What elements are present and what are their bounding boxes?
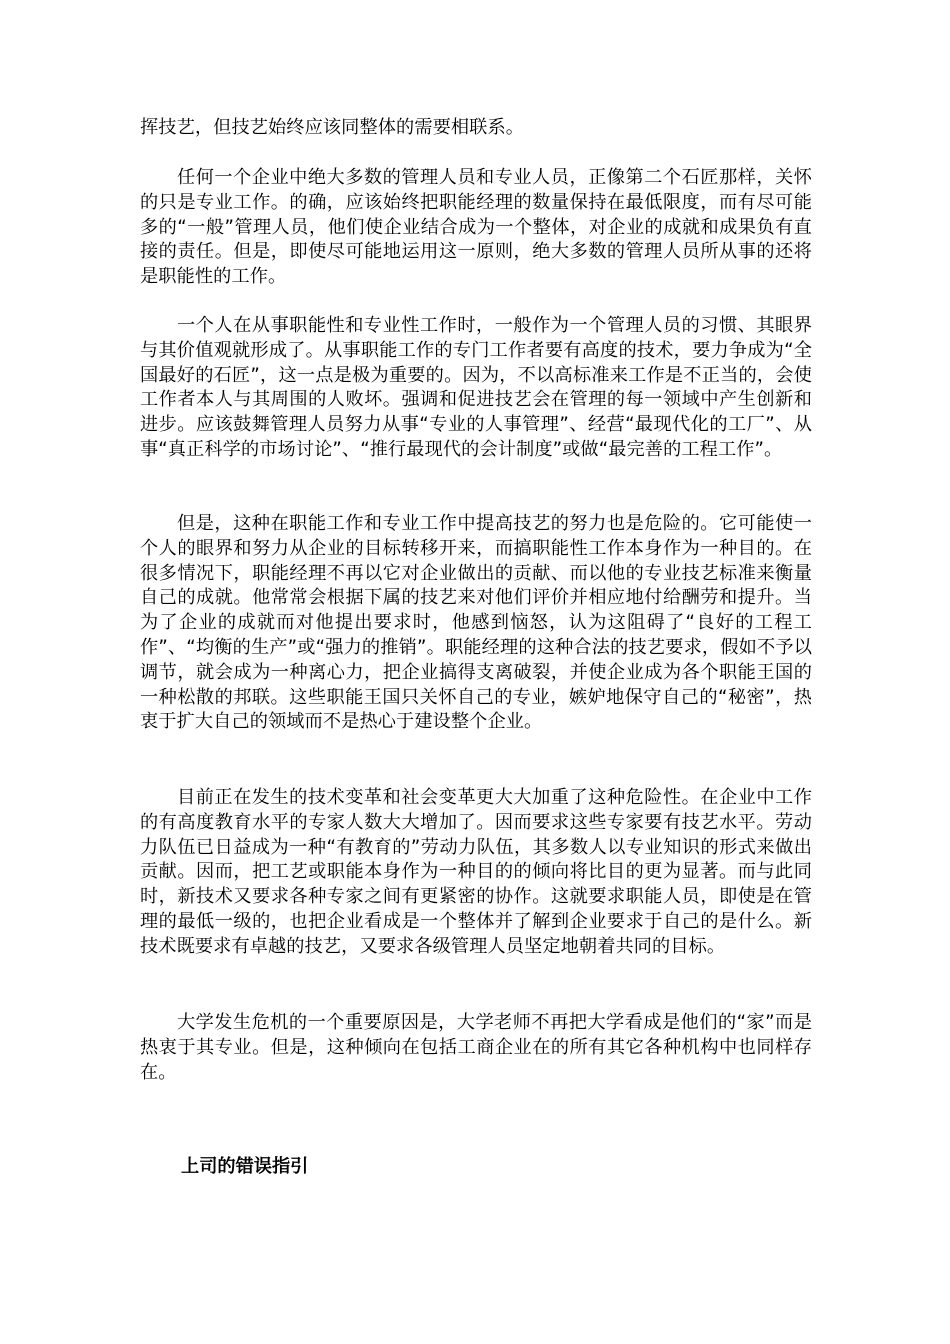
paragraph-continuation: 挥技艺，但技艺始终应该同整体的需要相联系。 xyxy=(140,117,525,138)
paragraph-technical-change: 目前正在发生的技术变革和社会变革更大大加重了这种危险性。在企业中工作的有高度教育水平的专家人数大大增加了。因而要求这些专家要有技艺水平。劳动力队伍已日益成为一种“有教育的”劳动力队伍，其多数人以专业知识的形式来做出贡献。因而，把工艺或职能本身作为一种目的的倾向将比目的更为显著。而与此同时，新技术又要求各种专家之间有更紧密的协作。这就要求职能人员，即使是在管理的最低一级的，也把企业看成是一个整体并了解到企业要求于自己的是什么。新技术既要求有卓越的技艺，又要求各级管理人员坚定地朝着共同的目标。 xyxy=(140,787,812,957)
paragraph-danger: 但是，这种在职能工作和专业工作中提高技艺的努力也是危险的。它可能使一个人的眼界和努力从企业的目标转移开来，而搞职能性工作本身作为一种目的。在很多情况下，职能经理不再以它对企业做出的贡献、而以他的专业技艺标准来衡量自己的成就。他常常会根据下属的技艺来对他们评价并相应地付给酬劳和提升。当为了企业的成就而对他提出要求时，他感到恼怒，认为这阻碍了“良好的工程工作”、“均衡的生产”或“强力的推销”。职能经理的这种合法的技艺要求，假如不予以调节，就会成为一种离心力，把企业搞得支离破裂，并使企业成为各个职能王国的一种松散的邦联。这些职能王国只关怀自己的专业，嫉妒地保守自己的“秘密”，热衷于扩大自己的领域而不是热心于建设整个企业。 xyxy=(140,513,812,733)
paragraph-craftsmanship: 一个人在从事职能性和专业性工作时，一般作为一个管理人员的习惯、其眼界与其价值观就形成了。从事职能工作的专门工作者要有高度的技术，要力争成为“全国最好的石匠”，这一点是极为重要的。因为，不以高标准来工作是不正当的，会使工作者本人与其周围的人败坏。强调和促进技艺会在管理的每一领域中产生创新和进步。应该鼓舞管理人员努力从事“专业的人事管理”、经营“最现代化的工厂”、从事“真正科学的市场讨论”、“推行最现代的会计制度”或做“最完善的工程工作”。 xyxy=(140,315,812,460)
paragraph-university-crisis: 大学发生危机的一个重要原因是，大学老师不再把大学看成是他们的“家”而是热衷于其专业。但是，这种倾向在包括工商企业在的所有其它各种机构中也同样存在。 xyxy=(140,1012,812,1083)
paragraph-functional-managers: 任何一个企业中绝大多数的管理人员和专业人员，正像第二个石匠那样，关怀的只是专业工作。的确，应该始终把职能经理的数量保持在最低限度，而有尽可能多的“一般”管理人员，他们使企业结合成为一个整体，对企业的成就和成果负有直接的责任。但是，即使尽可能地运用这一原则，绝大多数的管理人员所从事的还将是职能性的工作。 xyxy=(140,167,812,288)
section-heading: 上司的错误指引 xyxy=(181,1156,309,1177)
